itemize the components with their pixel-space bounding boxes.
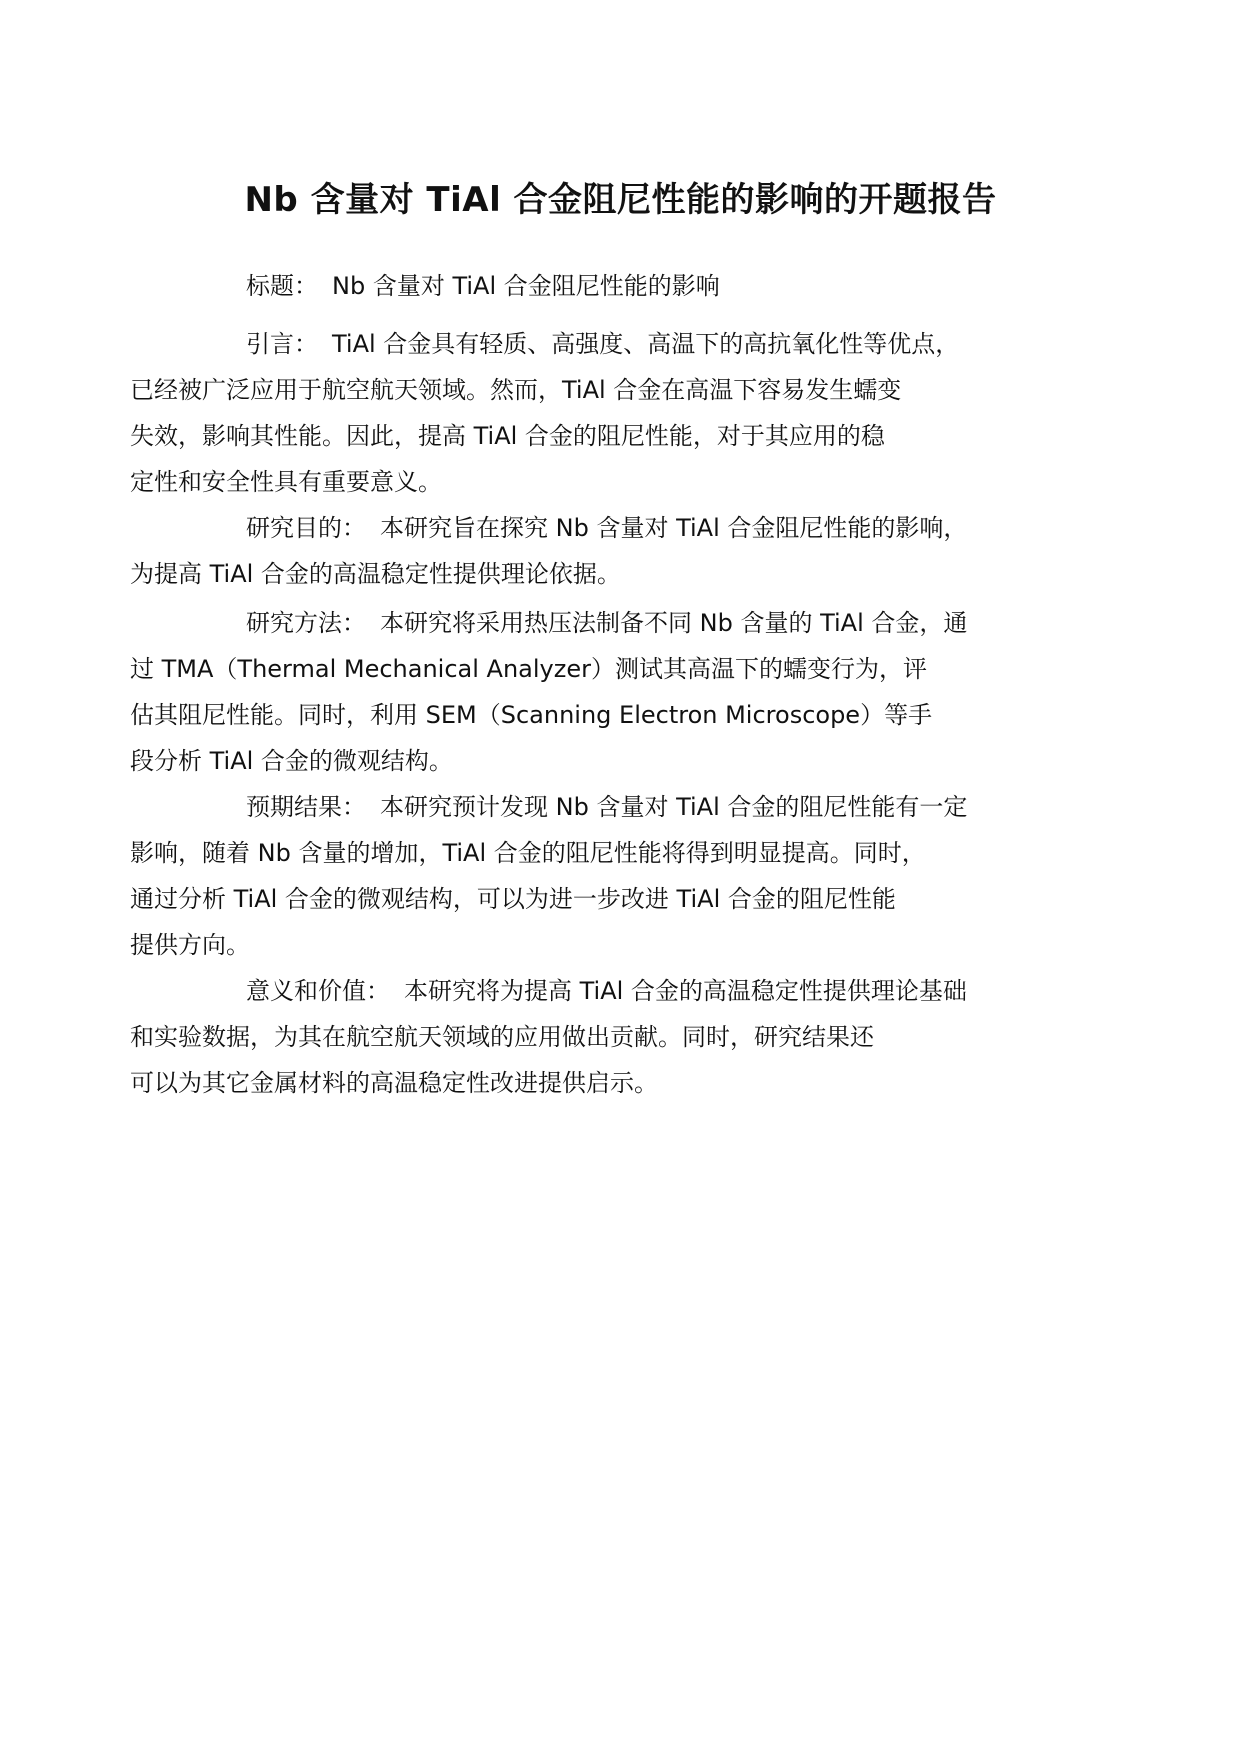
section-line: 估其阻尼性能。同时，利用 SEM（Scanning Electron Microscope）等手	[130, 701, 933, 729]
section-research-method	[130, 600, 1068, 784]
section-label: 标题：	[246, 272, 318, 300]
section-line: Nb 含量对 TiAl 合金阻尼性能的影响	[332, 272, 720, 300]
section-line: 可以为其它金属材料的高温稳定性改进提供启示。	[130, 1069, 658, 1097]
section-expected-results	[130, 784, 1068, 968]
section-introduction	[130, 321, 1068, 505]
section-line: 提供方向。	[130, 931, 250, 959]
document-title: Nb 含量对 TiAl 合金阻尼性能的影响的开题报告	[244, 180, 997, 220]
section-label: 研究目的：	[246, 514, 366, 542]
section-label: 预期结果：	[246, 793, 366, 821]
section-significance	[130, 968, 1068, 1106]
section-line: 过 TMA（Thermal Mechanical Analyzer）测试其高温下的蠕变行为，评	[130, 655, 927, 683]
section-line: 影响，随着 Nb 含量的增加，TiAl 合金的阻尼性能将得到明显提高。同时，	[130, 839, 926, 867]
section-line: 通过分析 TiAl 合金的微观结构，可以为进一步改进 TiAl 合金的阻尼性能	[130, 885, 896, 913]
section-line: 本研究将为提高 TiAl 合金的高温稳定性提供理论基础	[404, 977, 967, 1005]
section-line: 为提高 TiAl 合金的高温稳定性提供理论依据。	[130, 560, 621, 588]
section-line: 本研究预计发现 Nb 含量对 TiAl 合金的阻尼性能有一定	[380, 793, 968, 821]
section-line: 本研究将采用热压法制备不同 Nb 含量的 TiAl 合金，通	[380, 609, 968, 637]
section-label: 引言：	[246, 330, 318, 358]
section-research-purpose	[130, 505, 1068, 597]
section-line: 失效，影响其性能。因此，提高 TiAl 合金的阻尼性能，对于其应用的稳	[130, 422, 885, 450]
section-title	[188, 263, 1068, 309]
section-label: 研究方法：	[246, 609, 366, 637]
section-line: 定性和安全性具有重要意义。	[130, 468, 442, 496]
section-line: 本研究旨在探究 Nb 含量对 TiAl 合金阻尼性能的影响，	[380, 514, 968, 542]
section-line: 和实验数据，为其在航空航天领域的应用做出贡献。同时，研究结果还	[130, 1023, 874, 1051]
section-line: TiAl 合金具有轻质、高强度、高温下的高抗氧化性等优点，	[332, 330, 960, 358]
section-line: 已经被广泛应用于航空航天领域。然而，TiAl 合金在高温下容易发生蠕变	[130, 376, 902, 404]
section-line: 段分析 TiAl 合金的微观结构。	[130, 747, 453, 775]
section-label: 意义和价值：	[246, 977, 390, 1005]
